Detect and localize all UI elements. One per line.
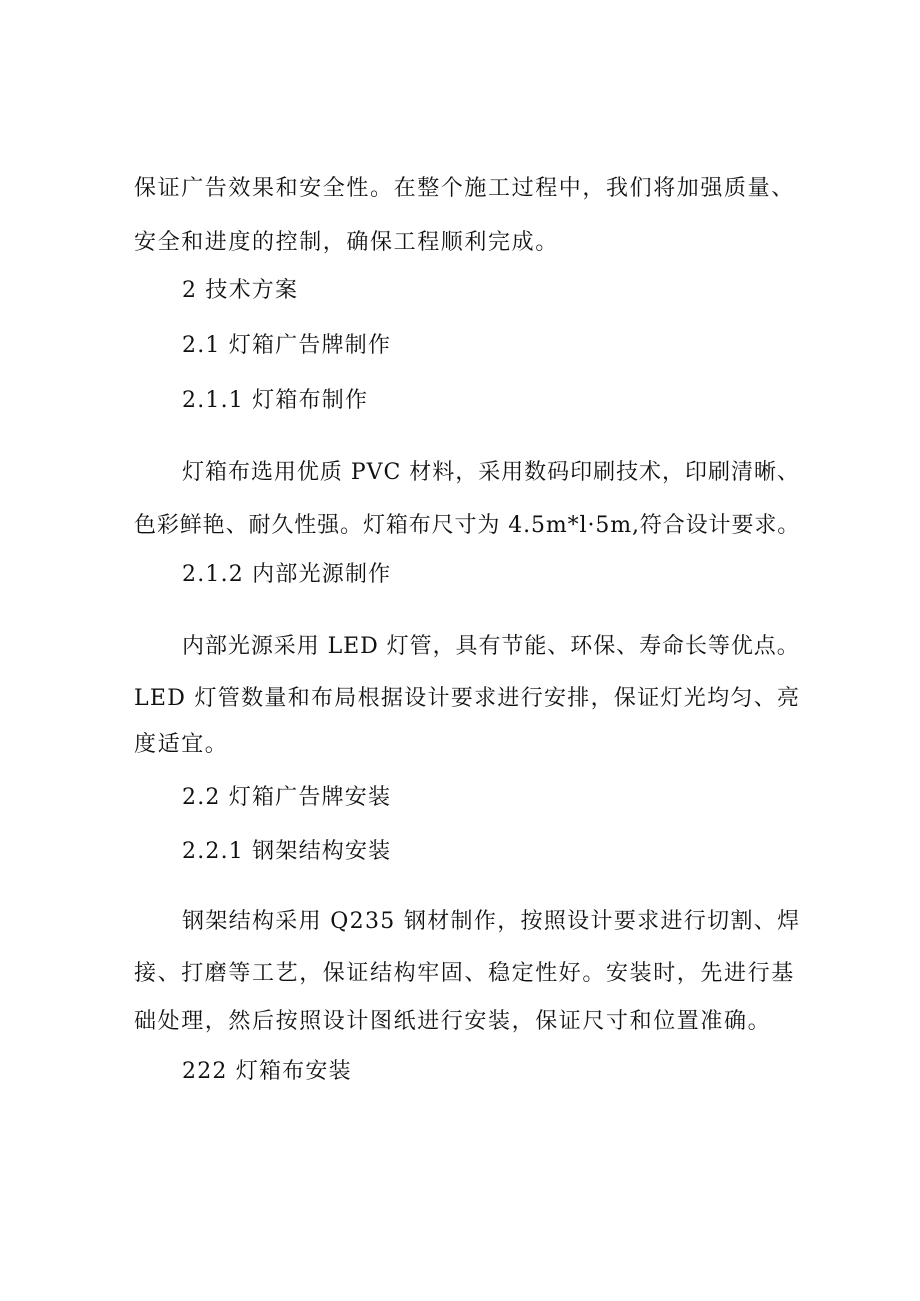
paragraph-line: 色彩鲜艳、耐久性强。灯箱布尺寸为 4.5m*l·5m,符合设计要求。 (134, 513, 801, 538)
paragraph-line: 接、打磨等工艺，保证结构牢固、稳定性好。安装时，先进行基 (134, 961, 795, 986)
subsubsection-heading: 2.1.1 灯箱布制作 (182, 388, 369, 413)
subsubsection-heading: 222 灯箱布安装 (182, 1059, 352, 1084)
subsection-heading: 2.1 灯箱广告牌制作 (182, 333, 392, 358)
paragraph-line: 础处理，然后按照设计图纸进行安装，保证尺寸和位置准确。 (134, 1009, 772, 1034)
paragraph-line: 钢架结构采用 Q235 钢材制作，按照设计要求进行切割、焊 (182, 909, 801, 934)
subsubsection-heading: 2.1.2 内部光源制作 (182, 562, 392, 587)
paragraph-line: 度适宜。 (134, 732, 229, 757)
subsection-heading: 2.2 灯箱广告牌安装 (182, 785, 392, 810)
paragraph-line: 安全和进度的控制，确保工程顺利完成。 (134, 230, 559, 255)
paragraph-line: 灯箱布选用优质 PVC 材料，采用数码印刷技术，印刷清晰、 (182, 460, 800, 485)
subsubsection-heading: 2.2.1 钢架结构安装 (182, 839, 392, 864)
paragraph-line: 内部光源采用 LED 灯管，具有节能、环保、寿命长等优点。 (182, 634, 800, 659)
paragraph-line: LED 灯管数量和布局根据设计要求进行安排，保证灯光均匀、亮 (134, 686, 801, 711)
section-heading: 2 技术方案 (182, 278, 299, 303)
paragraph-line: 保证广告效果和安全性。在整个施工过程中，我们将加强质量、 (134, 176, 795, 201)
